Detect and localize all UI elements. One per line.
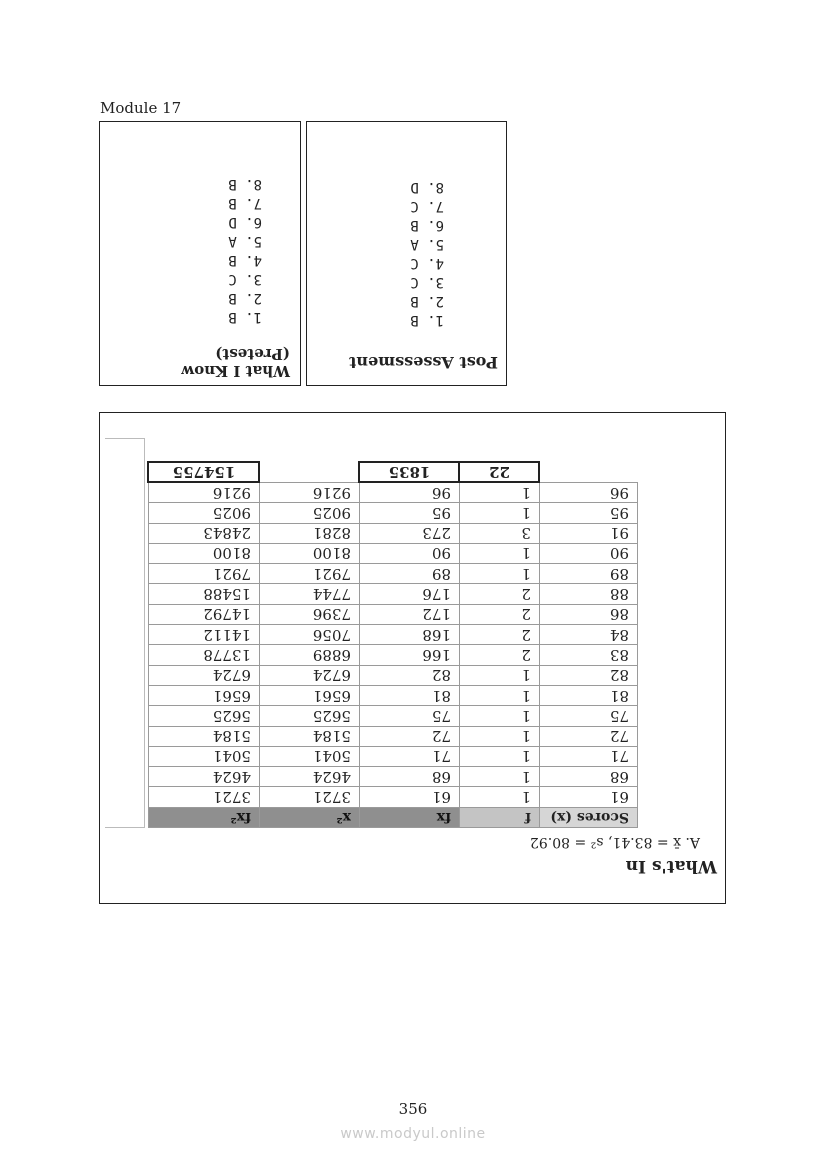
cell-score: 83 [540,645,638,665]
answer-item: 1. B [410,312,444,328]
table-row [149,503,638,523]
cell-fx2: 3721 [149,787,260,807]
answer-item: 8. B [228,176,262,192]
cell-f: 1 [460,726,540,746]
table-row [149,767,638,787]
cell-f: 3 [460,523,540,543]
cell-fx2: 6561 [149,685,260,705]
table-row [149,625,638,645]
cell-score: 95 [540,503,638,523]
answer-item: 6. B [410,217,444,233]
cell-fx2: 7921 [149,564,260,584]
page-number: 356 [398,1100,428,1118]
frequency-table [148,461,639,828]
table-body [149,482,638,807]
post-assessment-content [307,122,506,385]
cell-x2: 5041 [260,746,360,766]
cell-f: 1 [460,767,540,787]
cell-score: 61 [540,787,638,807]
table-row [149,746,638,766]
cell-fx: 89 [360,564,460,584]
cell-x2: 7744 [260,584,360,604]
answer-item: 7. C [410,198,444,214]
cell-fx: 81 [360,685,460,705]
header-fx: fx [360,807,460,827]
table-row [149,482,638,502]
table-row [149,584,638,604]
cell-fx2: 15488 [149,584,260,604]
whats-in-box [99,412,726,904]
cell-x2: 7921 [260,564,360,584]
cell-fx2: 5184 [149,726,260,746]
cell-fx: 75 [360,706,460,726]
cell-fx: 273 [360,523,460,543]
table-row [149,665,638,685]
whats-in-content [100,413,725,903]
answer-item: 6. D [228,214,262,230]
cell-x2: 6889 [260,645,360,665]
answer-item: 4. C [410,255,444,271]
whats-in-title: What's In [625,856,717,876]
table-row [149,604,638,624]
watermark: www.modyul.online [340,1126,486,1142]
what-i-know-answers [228,174,262,326]
header-f: f [460,807,540,827]
cell-f: 2 [460,584,540,604]
cell-fx2: 5041 [149,746,260,766]
header-scores: Scores (x) [540,807,638,827]
cell-score: 89 [540,564,638,584]
total-fx2: 154755 [149,462,260,482]
total-f: 22 [460,462,540,482]
cell-x2: 6724 [260,665,360,685]
cell-f: 1 [460,685,540,705]
cell-f: 1 [460,746,540,766]
cell-score: 96 [540,482,638,502]
cell-x2: 7396 [260,604,360,624]
header-fx2: fx² [149,807,260,827]
answer-item: 2. B [410,293,444,309]
table-row [149,685,638,705]
cell-x2: 7056 [260,625,360,645]
cell-f: 1 [460,503,540,523]
cell-f: 2 [460,604,540,624]
cell-f: 1 [460,665,540,685]
cell-fx: 166 [360,645,460,665]
cell-fx2: 4624 [149,767,260,787]
table-row [149,787,638,807]
cell-score: 68 [540,767,638,787]
cell-f: 1 [460,564,540,584]
answer-item: 3. C [228,271,262,287]
cell-fx2: 24843 [149,523,260,543]
cell-fx: 61 [360,787,460,807]
cell-x2: 5625 [260,706,360,726]
cell-fx: 68 [360,767,460,787]
cell-x2: 4624 [260,767,360,787]
cell-fx: 176 [360,584,460,604]
answer-item: 5. A [410,236,444,252]
cell-fx2: 6724 [149,665,260,685]
cell-f: 2 [460,625,540,645]
cell-score: 84 [540,625,638,645]
cell-fx2: 5625 [149,706,260,726]
table-header-row [149,807,638,827]
cell-fx: 82 [360,665,460,685]
cell-f: 1 [460,543,540,563]
cell-f: 1 [460,706,540,726]
answer-item: 4. B [228,252,262,268]
cell-x2: 6561 [260,685,360,705]
cell-x2: 9216 [260,482,360,502]
module-label: Module 17 [100,99,182,117]
table-row [149,523,638,543]
what-i-know-box [99,121,301,386]
cell-f: 1 [460,482,540,502]
post-assessment-box [306,121,507,386]
cell-score: 82 [540,665,638,685]
cell-x2: 8281 [260,523,360,543]
cell-score: 71 [540,746,638,766]
cell-fx: 71 [360,746,460,766]
cell-fx2: 14112 [149,625,260,645]
totals-spacer [540,462,638,482]
cell-f: 2 [460,645,540,665]
cell-score: 91 [540,523,638,543]
cell-fx: 172 [360,604,460,624]
cell-f: 1 [460,787,540,807]
cell-fx2: 8100 [149,543,260,563]
what-i-know-heading: What I Know (Pretest) [181,345,290,380]
cell-score: 75 [540,706,638,726]
cell-x2: 9025 [260,503,360,523]
cell-x2: 3721 [260,787,360,807]
cell-fx2: 9216 [149,482,260,502]
post-assessment-heading: Post Assessment [349,353,498,372]
cell-score: 90 [540,543,638,563]
whats-in-answer: A. x̄ = 83.41, s² = 80.92 [529,834,700,850]
cell-score: 72 [540,726,638,746]
cell-fx: 90 [360,543,460,563]
total-fx: 1835 [360,462,460,482]
answer-item: 3. C [410,274,444,290]
cell-x2: 5184 [260,726,360,746]
header-x2: x² [260,807,360,827]
cell-score: 88 [540,584,638,604]
answer-item: 1. B [228,309,262,325]
answer-item: 7. B [228,195,262,211]
cell-fx2: 9025 [149,503,260,523]
totals-spacer [260,462,360,482]
cell-score: 81 [540,685,638,705]
table-side-rule [105,438,145,828]
table-row [149,726,638,746]
answer-item: 5. A [228,233,262,249]
answer-item: 2. B [228,290,262,306]
table-row [149,564,638,584]
table-row [149,706,638,726]
what-i-know-content [100,122,300,385]
cell-x2: 8100 [260,543,360,563]
cell-fx: 72 [360,726,460,746]
cell-score: 86 [540,604,638,624]
cell-fx: 95 [360,503,460,523]
answer-item: 8. D [410,179,444,195]
cell-fx2: 14792 [149,604,260,624]
post-assessment-answers [410,177,444,329]
cell-fx: 96 [360,482,460,502]
totals-row [149,462,638,482]
table-row [149,645,638,665]
table-row [149,543,638,563]
cell-fx2: 13778 [149,645,260,665]
cell-fx: 168 [360,625,460,645]
